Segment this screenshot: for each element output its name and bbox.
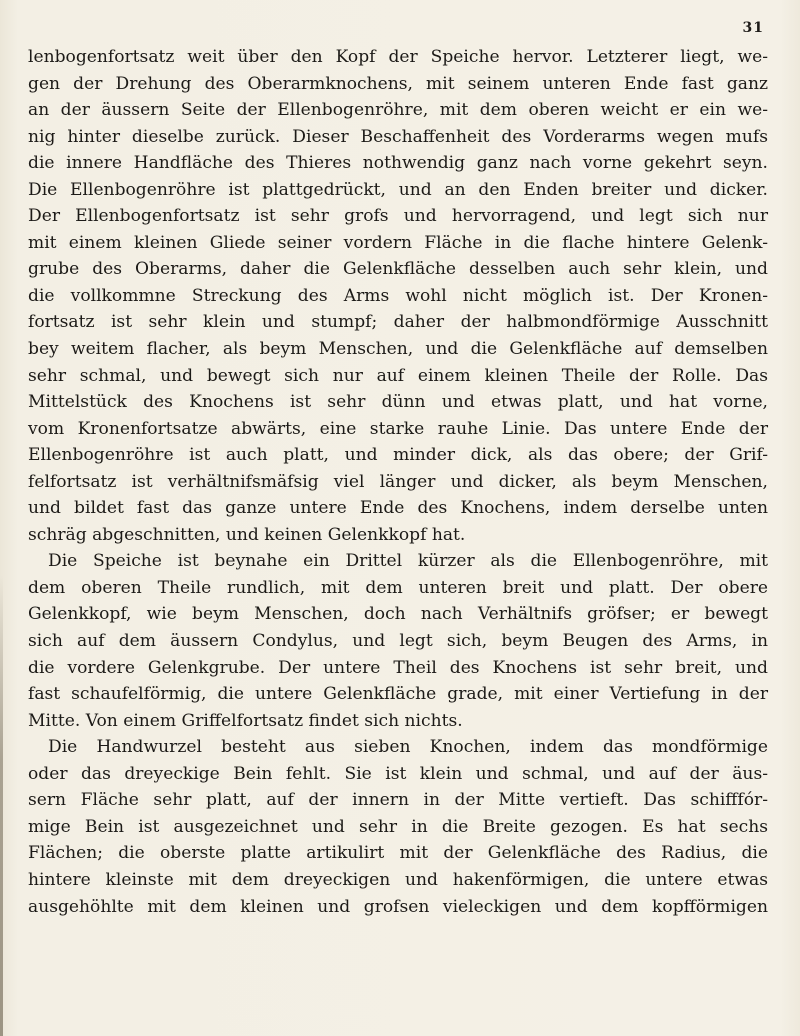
text-line: Die Ellenbogenröhre ist plattgedrückt, und an den Enden breiter und dicker. <box>28 179 768 200</box>
page-number: 31 <box>742 20 764 36</box>
text-line: Die Speiche ist beynahe ein Drittel kürzer als die Ellenbogenröhre, mit <box>48 551 768 572</box>
text-line: Mitte. Von einem Griffelfortsatz findet sich nichts. <box>28 710 463 731</box>
text-line: Gelenkkopf, wie beym Menschen, doch nach Verhältnifs gröfser; er bewegt <box>28 604 768 625</box>
text-line: die innere Handfläche des Thieres nothwendig ganz nach vorne gekehrt seyn. <box>28 153 768 174</box>
text-line: die vollkommne Streckung des Arms wohl nicht möglich ist. Der Kronen- <box>28 285 768 306</box>
text-line: nig hinter dieselbe zurück. Dieser Beschaffenheit des Vorderarms wegen mufs <box>28 126 768 147</box>
text-line: Flächen; die oberste platte artikulirt mit der Gelenkfläche des Radius, die <box>28 843 768 864</box>
text-line: fast schaufelförmig, die untere Gelenkfläche grade, mit einer Vertiefung in der <box>28 684 768 705</box>
text-line: dem oberen Theile rundlich, mit dem unteren breit und platt. Der obere <box>28 577 768 598</box>
text-line: felfortsatz ist verhältnifsmäfsig viel länger und dicker, als beym Menschen, <box>28 471 768 492</box>
text-line: bey weitem flacher, als beym Menschen, und die Gelenkfläche auf demselben <box>28 339 768 360</box>
text-line: lenbogenfortsatz weit über den Kopf der Speiche hervor. Letzterer liegt, we- <box>28 47 768 67</box>
text-line: fortsatz ist sehr klein und stumpf; daher der halbmondförmige Ausschnitt <box>28 312 768 333</box>
text-line: an der äussern Seite der Ellenbogenröhre, mit dem oberen weicht er ein we- <box>28 100 768 121</box>
text-line: sern Fläche sehr platt, auf der innern in der Mitte vertieft. Das schifffór- <box>28 790 768 811</box>
page-edge-shadow <box>0 575 3 1036</box>
text-line: mige Bein ist ausgezeichnet und sehr in die Breite gezogen. Es hat sechs <box>28 816 768 837</box>
text-line: oder das dreyeckige Bein fehlt. Sie ist klein und schmal, und auf der äus- <box>28 763 768 784</box>
text-line: sehr schmal, und bewegt sich nur auf einem kleinen Theile der Rolle. Das <box>28 365 768 386</box>
text-line: hintere kleinste mit dem dreyeckigen und hakenförmigen, die untere etwas <box>28 869 768 890</box>
text-line: ausgehöhlte mit dem kleinen und grofsen vieleckigen und dem kopfförmigen <box>28 896 768 917</box>
text-line: Die Handwurzel besteht aus sieben Knochen, indem das mondförmige <box>48 737 768 758</box>
text-line: die vordere Gelenkgrube. Der untere Theil des Knochens ist sehr breit, und <box>28 657 768 678</box>
text-line: sich auf dem äussern Condylus, und legt sich, beym Beugen des Arms, in <box>28 631 768 652</box>
text-line: gen der Drehung des Oberarmknochens, mit seinem unteren Ende fast ganz <box>28 73 768 94</box>
body-text <box>28 44 768 920</box>
text-line: Ellenbogenröhre ist auch platt, und minder dick, als das obere; der Grif- <box>28 445 768 466</box>
text-line: grube des Oberarms, daher die Gelenkfläche desselben auch sehr klein, und <box>28 259 768 280</box>
text-line: und bildet fast das ganze untere Ende des Knochens, indem derselbe unten <box>28 498 768 519</box>
text-line: vom Kronenfortsatze abwärts, eine starke rauhe Linie. Das untere Ende der <box>28 418 768 439</box>
text-line: schräg abgeschnitten, und keinen Gelenkkopf hat. <box>28 524 466 545</box>
text-line: mit einem kleinen Gliede seiner vordern Fläche in die flache hintere Gelenk- <box>28 232 768 253</box>
text-line: Der Ellenbogenfortsatz ist sehr grofs und hervorragend, und legt sich nur <box>28 206 768 227</box>
text-line: Mittelstück des Knochens ist sehr dünn und etwas platt, und hat vorne, <box>28 392 768 413</box>
